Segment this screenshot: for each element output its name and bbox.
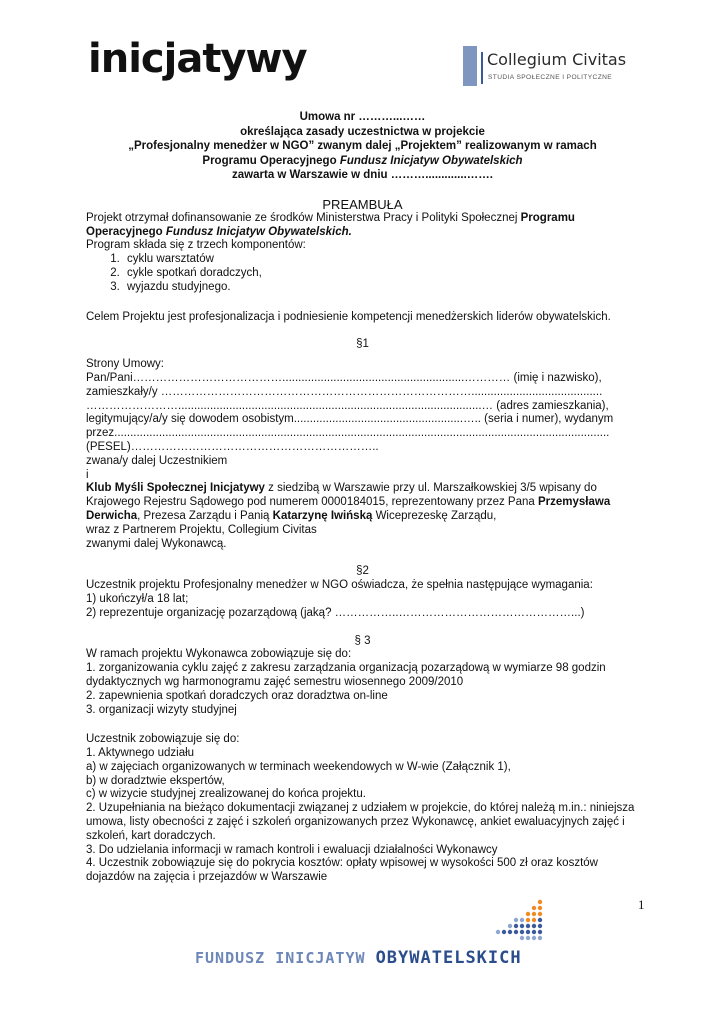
parties-label: Strony Umowy: (86, 358, 164, 371)
rep-middle: , Prezesa Zarządu i Panią (137, 509, 273, 522)
representative-1: Przemysława Derwicha (86, 496, 611, 522)
fio-logo-part-2: OBYWATELSKICH (375, 948, 522, 968)
partner-line: wraz z Partnerem Projektu, Collegium Civitas (86, 523, 317, 536)
participant-duty-1: 1. Aktywnego udziału (86, 747, 195, 760)
page-number: 1 (638, 897, 645, 912)
title-line-2: określająca zasady uczestnictwa w projekcie (240, 125, 485, 138)
title-program-name: Fundusz Inicjatyw Obywatelskich (339, 154, 523, 167)
component-item: 3. wyjazdu studyjnego. (123, 281, 639, 295)
component-item: 1. cyklu warsztatów (123, 253, 639, 267)
rep-end: Wiceprezeskę Zarządu, (372, 509, 497, 522)
preamble-program: Programu Operacyjnego (86, 211, 575, 238)
participant-duty-3: 3. Do udzielania informacji w ramach kontroli i ewaluacji działalności Wykonawcy (86, 843, 498, 856)
project-goal: Celem Projektu jest profesjonalizacja i podniesienie kompetencji menedżerskich liderów obywatelskich. (86, 310, 611, 323)
title-line-4 (86, 154, 639, 169)
cc-logo-line (481, 52, 483, 84)
section-3-intro: W ramach projektu Wykonawca zobowiązuje się do: (86, 648, 352, 661)
participant-duty-1b: b) w doradztwie ekspertów, (86, 774, 225, 787)
contract-body (86, 198, 639, 885)
preamble-heading: PREAMBUŁA (322, 197, 403, 212)
contractor-line: zwanymi dalej Wykonawcą. (86, 537, 227, 550)
fio-footer-logo (195, 948, 522, 968)
club-description (86, 482, 639, 523)
title-line-5: zawarta w Warszawie w dniu ……….............……. (232, 169, 493, 181)
participant-address-line-1: zamieszkały/y ………………………………………………………………………......................................... (86, 385, 603, 398)
participant-address-line-2: ……………………...............................................................................................… (adres zamieszkania), (86, 399, 609, 412)
collegium-civitas-logo (463, 44, 649, 94)
component-item: 2. cykle spotkań doradczych, (123, 267, 639, 281)
cc-logo-subtitle: STUDIA SPOŁECZNE I POLITYCZNE (488, 74, 613, 81)
participant-duty-4: 4. Uczestnik zobowiązuje się do pokrycia kosztów: opłaty wpisowej w wysokości 500 zł oraz kosztów dojazdów na zajęcia i przejazdów w Warszawie (86, 857, 598, 884)
club-name: Klub Myśli Społecznej Inicjatywy (86, 482, 265, 495)
preamble-intro (86, 212, 639, 240)
participant-duty-1a: a) w zajęciach organizowanych w terminach weekendowych w W-wie (Załącznik 1), (86, 760, 511, 773)
inicjatywy-logo: inicjatywy (88, 36, 307, 82)
participant-called: zwana/y dalej Uczestnikiem (86, 454, 228, 467)
participant-duty-1c: c) w wizycie studyjnej zrealizowanej do końca projektu. (86, 788, 366, 801)
participant-issued-line: przez........................................................................................................................................................... (86, 427, 610, 440)
components-list (86, 253, 639, 294)
fio-logo-part-1: FUNDUSZ INICJATYW (195, 949, 376, 967)
contractor-duty-3: 3. organizacji wizyty studyjnej (86, 703, 237, 716)
section-3-heading: § 3 (354, 634, 371, 647)
and-conjunction: i (86, 468, 89, 481)
participant-name-line: Pan/Pani………………………………….........................................................………… (imię i nazwisko), (86, 371, 602, 384)
representative-2: Katarzynę Iwińską (272, 509, 373, 522)
preamble-intro-text: Projekt otrzymał dofinansowanie ze środków Ministerstwa Pracy i Polityki Społecznej (86, 211, 521, 224)
club-details: z siedzibą w Warszawie przy ul. Marszałkowskiej 3/5 wpisany do Krajowego Rejestru Sądowego pod numerem 0000184015, reprezentowany przez Pana (86, 482, 597, 509)
contractor-duty-2: 2. zapewnienia spotkań doradczych oraz doradztwa on-line (86, 689, 388, 702)
preamble-program-name: Fundusz Inicjatyw Obywatelskich. (165, 225, 352, 238)
participant-pesel-line: (PESEL)……………………………………………………….. (86, 440, 379, 453)
title-line-3: „Profesjonalny menedżer w NGO” zwanym dalej „Projektem” realizowanym w ramach (128, 140, 597, 152)
cc-logo-name: Collegium Civitas (487, 50, 627, 69)
participant-id-line: legitymujący/a/y się dowodem osobistym.....................................................….. (seria i numer), wydanym (86, 413, 614, 426)
title-line-4-text: Programu Operacyjnego (202, 154, 340, 167)
section-1-heading: §1 (356, 338, 369, 351)
cc-logo-bar (463, 46, 477, 86)
components-intro: Program składa się z trzech komponentów: (86, 239, 306, 252)
requirement-1: 1) ukończył/a 18 lat; (86, 592, 189, 605)
section-2-heading: §2 (356, 565, 369, 578)
contract-title (86, 110, 639, 183)
title-line-1: Umowa nr ………...…… (299, 111, 426, 123)
section-2-intro: Uczestnik projektu Profesjonalny menedżer w NGO oświadcza, że spełnia następujące wymagania: (86, 579, 593, 592)
fio-dots-icon (488, 898, 548, 944)
participant-duties-intro: Uczestnik zobowiązuje się do: (86, 733, 240, 746)
contractor-duty-1: 1. zorganizowania cyklu zajęć z zakresu zarządzania organizacją pozarządową w wymiarze 98 godzin dydaktycznych wg harmonogramu zajęć semestru wiosennego 2009/2010 (86, 662, 606, 688)
participant-duty-2: 2. Uzupełniania na bieżąco dokumentacji związanej z udziałem w projekcie, do której należą m.in.: niniejsza umowa, listy obecności z zajęć i szkoleń organizowanych przez Wykonawcę, ankiet ewaluacyjnych zajęć i szkoleń, kart doradczych. (86, 802, 635, 842)
requirement-2: 2) reprezentuje organizację pozarządową (jaką? ……………..………………………………………...) (86, 606, 585, 619)
